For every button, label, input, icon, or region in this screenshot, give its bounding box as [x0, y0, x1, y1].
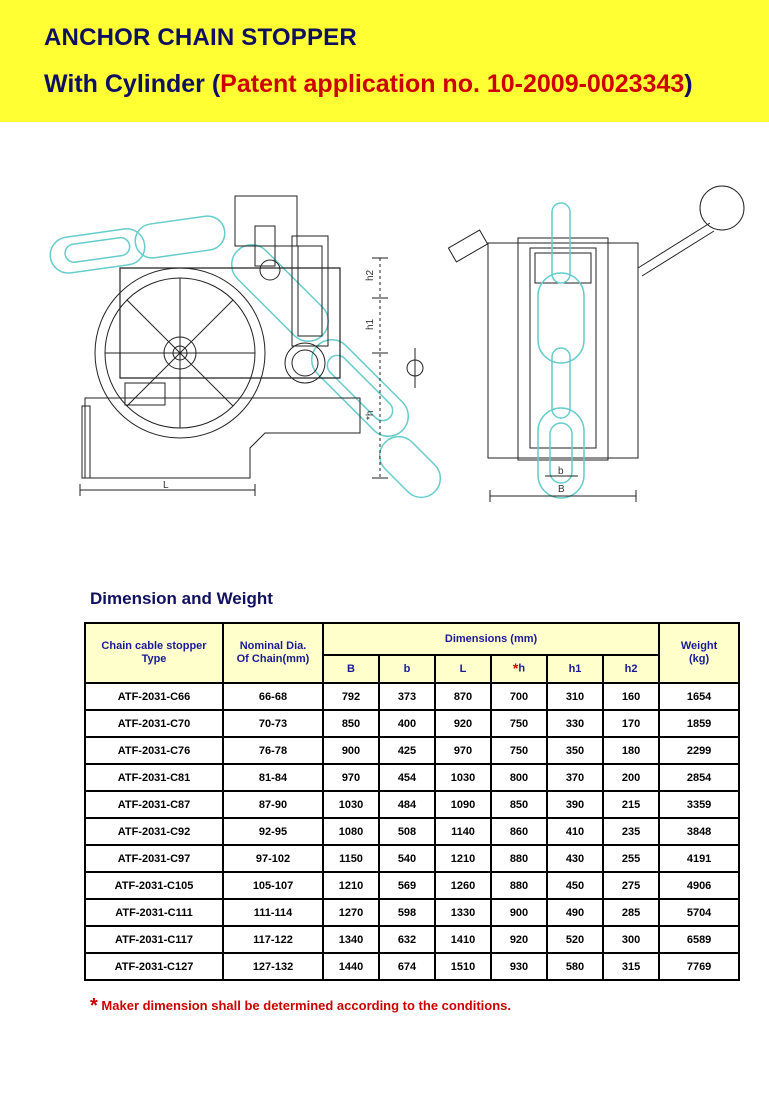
cell-b: 569	[379, 872, 435, 899]
cell-h: 880	[491, 872, 547, 899]
cell-h: 900	[491, 899, 547, 926]
cell-b: 598	[379, 899, 435, 926]
dim-label-l: L	[163, 480, 169, 491]
cell-L: 870	[435, 683, 491, 710]
cell-weight: 3848	[659, 818, 739, 845]
cell-B: 850	[323, 710, 379, 737]
cell-nominal-dia: 81-84	[223, 764, 323, 791]
cell-weight: 2299	[659, 737, 739, 764]
cell-h2: 160	[603, 683, 659, 710]
cell-type: ATF-2031-C76	[85, 737, 223, 764]
cell-b: 508	[379, 818, 435, 845]
dim-label-h2: h2	[365, 269, 376, 281]
table-row	[85, 710, 739, 737]
technical-drawing	[30, 178, 760, 538]
cell-h1: 330	[547, 710, 603, 737]
cell-b: 425	[379, 737, 435, 764]
cell-h1: 350	[547, 737, 603, 764]
cell-h2: 215	[603, 791, 659, 818]
cell-h: 800	[491, 764, 547, 791]
cell-h2: 170	[603, 710, 659, 737]
cell-h1: 520	[547, 926, 603, 953]
cell-weight: 1654	[659, 683, 739, 710]
cell-h: 750	[491, 737, 547, 764]
dim-label-h1: h1	[365, 318, 376, 330]
table-row	[85, 926, 739, 953]
header-banner	[0, 0, 769, 122]
header-type: Chain cable stopper Type	[85, 623, 223, 683]
cell-nominal-dia: 92-95	[223, 818, 323, 845]
patent-number: Patent application no. 10-2009-0023343	[220, 70, 685, 98]
cell-h1: 580	[547, 953, 603, 980]
table-row	[85, 818, 739, 845]
section-title: Dimension and Weight	[90, 589, 273, 608]
cell-h: 700	[491, 683, 547, 710]
cell-L: 1090	[435, 791, 491, 818]
cell-h1: 410	[547, 818, 603, 845]
cell-L: 1410	[435, 926, 491, 953]
cell-b: 373	[379, 683, 435, 710]
cell-B: 1340	[323, 926, 379, 953]
cell-nominal-dia: 87-90	[223, 791, 323, 818]
cell-L: 1510	[435, 953, 491, 980]
cell-B: 1270	[323, 899, 379, 926]
cell-nominal-dia: 97-102	[223, 845, 323, 872]
cell-type: ATF-2031-C87	[85, 791, 223, 818]
header-b: b	[379, 655, 435, 683]
cell-nominal-dia: 117-122	[223, 926, 323, 953]
cell-L: 1330	[435, 899, 491, 926]
cell-h2: 180	[603, 737, 659, 764]
cell-nominal-dia: 127-132	[223, 953, 323, 980]
cell-nominal-dia: 70-73	[223, 710, 323, 737]
cell-type: ATF-2031-C70	[85, 710, 223, 737]
cell-weight: 3359	[659, 791, 739, 818]
table-row	[85, 683, 739, 710]
cell-type: ATF-2031-C97	[85, 845, 223, 872]
subtitle-prefix: With Cylinder (	[44, 70, 221, 98]
cell-nominal-dia: 66-68	[223, 683, 323, 710]
header-B: B	[323, 655, 379, 683]
dim-label-b-small: b	[558, 466, 564, 477]
header-h: *h	[491, 655, 547, 683]
dim-label-b-large: B	[558, 484, 565, 495]
cell-h2: 285	[603, 899, 659, 926]
front-view-drawing	[407, 186, 744, 502]
page-subtitle	[44, 70, 693, 99]
table-row	[85, 737, 739, 764]
subtitle-suffix: )	[684, 70, 693, 98]
table-row	[85, 791, 739, 818]
cell-B: 792	[323, 683, 379, 710]
chain-side-icon	[48, 214, 448, 505]
side-view-drawing	[48, 196, 448, 505]
cell-type: ATF-2031-C117	[85, 926, 223, 953]
header-nominal-dia: Nominal Dia. Of Chain(mm)	[223, 623, 323, 683]
header-weight: Weight (kg)	[659, 623, 739, 683]
cell-h2: 300	[603, 926, 659, 953]
cell-weight: 4191	[659, 845, 739, 872]
header-h2: h2	[603, 655, 659, 683]
cell-h2: 275	[603, 872, 659, 899]
cell-nominal-dia: 105-107	[223, 872, 323, 899]
cell-B: 1030	[323, 791, 379, 818]
cell-L: 1140	[435, 818, 491, 845]
cell-h2: 235	[603, 818, 659, 845]
header-dimensions: Dimensions (mm)	[323, 623, 659, 655]
cell-b: 674	[379, 953, 435, 980]
cell-h1: 430	[547, 845, 603, 872]
cell-type: ATF-2031-C127	[85, 953, 223, 980]
cell-weight: 2854	[659, 764, 739, 791]
cell-type: ATF-2031-C81	[85, 764, 223, 791]
cell-weight: 5704	[659, 899, 739, 926]
cell-h2: 315	[603, 953, 659, 980]
table-row	[85, 764, 739, 791]
table-body	[85, 683, 739, 980]
cell-weight: 7769	[659, 953, 739, 980]
cell-L: 970	[435, 737, 491, 764]
cell-L: 920	[435, 710, 491, 737]
table-row	[85, 899, 739, 926]
cell-B: 1440	[323, 953, 379, 980]
cell-B: 1150	[323, 845, 379, 872]
star-icon: *	[512, 660, 519, 677]
cell-nominal-dia: 111-114	[223, 899, 323, 926]
cell-h1: 390	[547, 791, 603, 818]
header-h1: h1	[547, 655, 603, 683]
cell-type: ATF-2031-C111	[85, 899, 223, 926]
cell-type: ATF-2031-C105	[85, 872, 223, 899]
dimension-table	[84, 622, 740, 981]
star-icon: *	[90, 995, 98, 1017]
chain-front-icon	[538, 203, 584, 498]
dim-label-h: *h	[365, 410, 376, 420]
cell-b: 454	[379, 764, 435, 791]
cell-b: 400	[379, 710, 435, 737]
table-row	[85, 872, 739, 899]
cell-type: ATF-2031-C66	[85, 683, 223, 710]
cell-h: 850	[491, 791, 547, 818]
cell-weight: 6589	[659, 926, 739, 953]
header-L: L	[435, 655, 491, 683]
page-title: ANCHOR CHAIN STOPPER	[44, 24, 357, 51]
cell-h1: 450	[547, 872, 603, 899]
cell-h: 920	[491, 926, 547, 953]
cell-b: 540	[379, 845, 435, 872]
cell-B: 970	[323, 764, 379, 791]
cell-h2: 200	[603, 764, 659, 791]
cell-h1: 490	[547, 899, 603, 926]
footnote: * Maker dimension shall be determined according to the conditions.	[90, 995, 511, 1017]
cell-weight: 1859	[659, 710, 739, 737]
cell-B: 1210	[323, 872, 379, 899]
cell-h1: 370	[547, 764, 603, 791]
cell-type: ATF-2031-C92	[85, 818, 223, 845]
cell-B: 1080	[323, 818, 379, 845]
table-row	[85, 953, 739, 980]
cell-weight: 4906	[659, 872, 739, 899]
cell-L: 1030	[435, 764, 491, 791]
cell-h: 880	[491, 845, 547, 872]
cell-h: 860	[491, 818, 547, 845]
cell-L: 1210	[435, 845, 491, 872]
table-row	[85, 845, 739, 872]
cell-B: 900	[323, 737, 379, 764]
cell-h: 750	[491, 710, 547, 737]
cell-L: 1260	[435, 872, 491, 899]
cell-b: 484	[379, 791, 435, 818]
cell-h2: 255	[603, 845, 659, 872]
cell-b: 632	[379, 926, 435, 953]
cell-nominal-dia: 76-78	[223, 737, 323, 764]
cell-h1: 310	[547, 683, 603, 710]
cell-h: 930	[491, 953, 547, 980]
